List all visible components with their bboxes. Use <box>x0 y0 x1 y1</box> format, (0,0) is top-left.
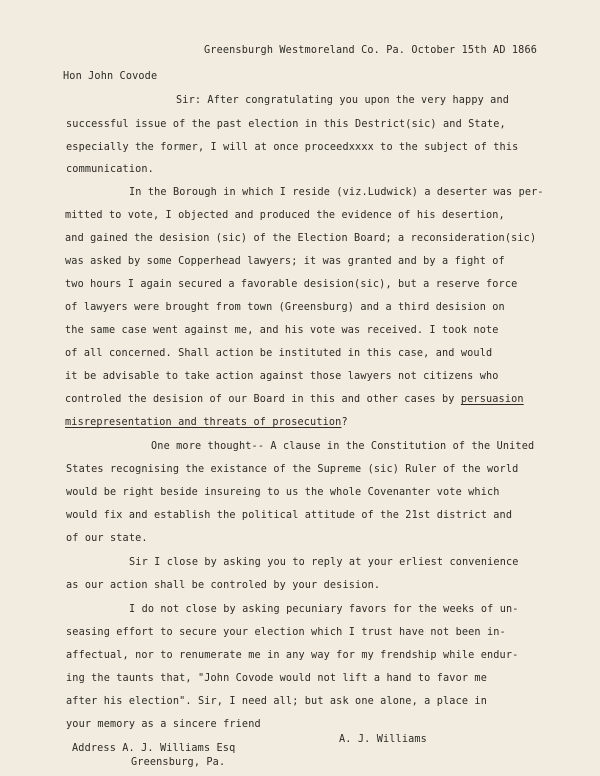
text-line: and gained the desision (sic) of the Election Board; a reconsideration(sic) <box>65 233 537 244</box>
text-line: of our state. <box>66 533 148 544</box>
text-segment: ? <box>341 417 348 428</box>
addressee: Hon John Covode <box>63 71 158 82</box>
text-line: One more thought-- A clause in the Constitution of the United <box>151 441 535 452</box>
text-line: seasing effort to secure your election which I trust have not been in- <box>66 627 506 638</box>
text-line: after his election". Sir, I need all; but ask one alone, a place in <box>66 696 487 707</box>
text-line: Sir I close by asking you to reply at your erliest convenience <box>129 557 519 568</box>
text-line: was asked by some Copperhead lawyers; it was granted and by a fight of <box>65 256 505 267</box>
dateline: Greensburgh Westmoreland Co. Pa. October 15th AD 1866 <box>204 45 538 56</box>
text-line: your memory as a sincere friend <box>66 719 261 730</box>
text-line: Sir: After congratulating you upon the very happy and <box>176 95 510 106</box>
text-line: In the Borough in which I reside (viz.Ludwick) a deserter was per- <box>129 187 544 198</box>
text-line: ing the taunts that, "John Covode would not lift a hand to favor me <box>66 673 487 684</box>
text-line: successful issue of the past election in this Destrict(sic) and State, <box>66 119 506 130</box>
text-line: as our action shall be controled by your desision. <box>66 580 381 591</box>
text-line: I do not close by asking pecuniary favors for the weeks of un- <box>129 604 519 615</box>
text-line: of lawyers were brought from town (Greensburg) and a third desision on <box>65 302 505 313</box>
text-line: especially the former, I will at once proceedxxxx to the subject of this <box>66 142 519 153</box>
text-line: would be right beside insureing to us the whole Covenanter vote which <box>66 487 500 498</box>
text-line: it be advisable to take action against those lawyers not citizens who <box>65 371 499 382</box>
return-address-line2: Greensburg, Pa. <box>131 757 226 768</box>
text-line <box>65 416 348 430</box>
text-line: of all concerned. Shall action be instituted in this case, and would <box>65 348 493 359</box>
text-line: States recognising the existance of the Supreme (sic) Ruler of the world <box>66 464 519 475</box>
signature: A. J. Williams <box>339 734 427 745</box>
underlined-phrase: misrepresentation and threats of prosecution <box>65 417 342 428</box>
text-line: the same case went against me, and his vote was received. I took note <box>65 325 499 336</box>
text-line: communication. <box>66 164 154 175</box>
text-line: would fix and establish the political attitude of the 21st district and <box>66 510 513 521</box>
text-line: mitted to vote, I objected and produced the evidence of his desertion, <box>65 210 505 221</box>
text-line: two hours I again secured a favorable desision(sic), but a reserve force <box>65 279 518 290</box>
underlined-word: persuasion <box>460 394 524 405</box>
text-line: affectual, nor to renumerate me in any way for my frendship while endur- <box>66 650 519 661</box>
return-address-line1: Address A. J. Williams Esq <box>72 743 236 754</box>
text-line <box>65 393 524 407</box>
text-segment: controled the desision of our Board in this and other cases by <box>65 394 461 405</box>
